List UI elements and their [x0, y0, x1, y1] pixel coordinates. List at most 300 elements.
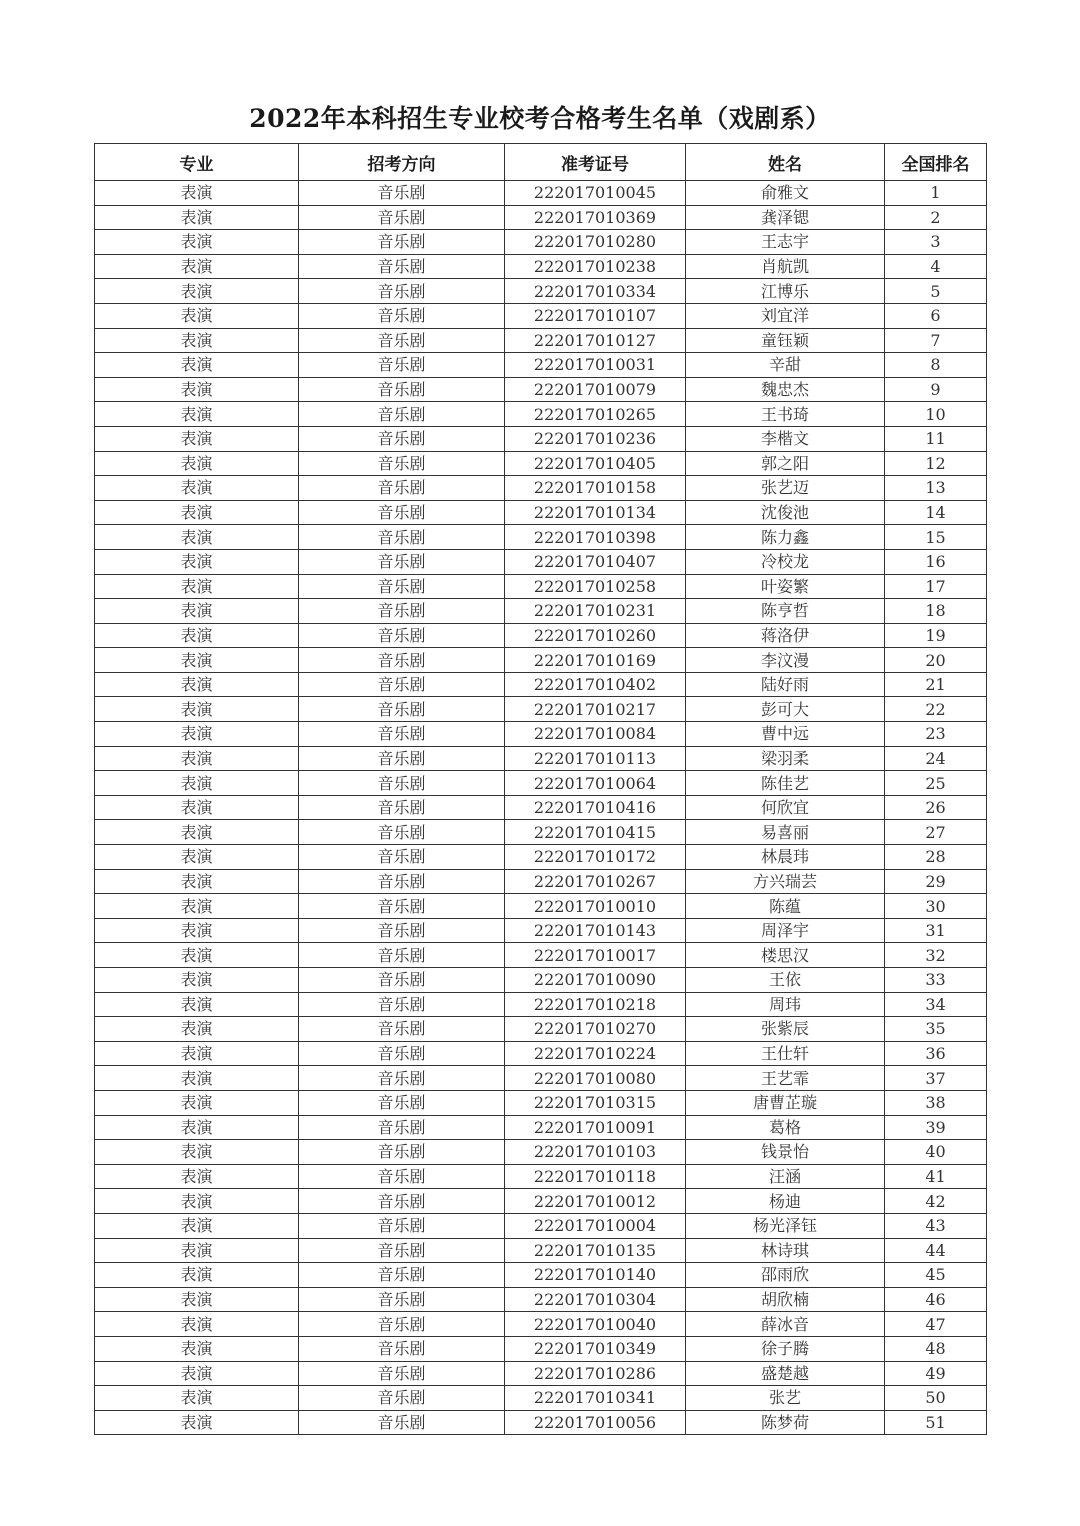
cell-major: 表演 — [95, 894, 299, 919]
cell-rank: 30 — [885, 894, 987, 919]
cell-direction: 音乐剧 — [299, 845, 505, 870]
cell-direction: 音乐剧 — [299, 771, 505, 796]
table-row — [95, 1361, 987, 1386]
cell-direction: 音乐剧 — [299, 722, 505, 747]
cell-rank: 4 — [885, 254, 987, 279]
cell-exam-id: 222017010224 — [505, 1041, 686, 1066]
cell-rank: 41 — [885, 1164, 987, 1189]
cell-name: 易喜丽 — [686, 820, 885, 845]
table-row — [95, 894, 987, 919]
cell-name: 江博乐 — [686, 279, 885, 304]
cell-exam-id: 222017010217 — [505, 697, 686, 722]
cell-rank: 13 — [885, 476, 987, 501]
column-header-major: 专业 — [95, 144, 299, 181]
cell-major: 表演 — [95, 1017, 299, 1042]
cell-major: 表演 — [95, 230, 299, 255]
cell-name: 葛格 — [686, 1115, 885, 1140]
column-header-name: 姓名 — [686, 144, 885, 181]
cell-exam-id: 222017010017 — [505, 943, 686, 968]
cell-name: 辛甜 — [686, 353, 885, 378]
column-header-exam-id: 准考证号 — [505, 144, 686, 181]
cell-direction: 音乐剧 — [299, 279, 505, 304]
cell-major: 表演 — [95, 402, 299, 427]
cell-exam-id: 222017010172 — [505, 845, 686, 870]
table-row — [95, 623, 987, 648]
cell-major: 表演 — [95, 869, 299, 894]
cell-major: 表演 — [95, 451, 299, 476]
table-row — [95, 992, 987, 1017]
page-title: 2022年本科招生专业校考合格考生名单（戏剧系） — [249, 104, 831, 133]
cell-name: 王艺霏 — [686, 1066, 885, 1091]
cell-rank: 27 — [885, 820, 987, 845]
cell-exam-id: 222017010056 — [505, 1410, 686, 1435]
cell-direction: 音乐剧 — [299, 869, 505, 894]
cell-name: 陈亨哲 — [686, 599, 885, 624]
cell-name: 蒋洛伊 — [686, 623, 885, 648]
table-row — [95, 1115, 987, 1140]
cell-direction: 音乐剧 — [299, 1164, 505, 1189]
cell-direction: 音乐剧 — [299, 402, 505, 427]
cell-name: 俞雅文 — [686, 181, 885, 206]
cell-name: 林晨玮 — [686, 845, 885, 870]
cell-name: 钱景怡 — [686, 1140, 885, 1165]
cell-rank: 51 — [885, 1410, 987, 1435]
cell-exam-id: 222017010107 — [505, 303, 686, 328]
cell-major: 表演 — [95, 1189, 299, 1214]
cell-rank: 42 — [885, 1189, 987, 1214]
cell-exam-id: 222017010407 — [505, 549, 686, 574]
cell-major: 表演 — [95, 525, 299, 550]
cell-major: 表演 — [95, 1140, 299, 1165]
cell-major: 表演 — [95, 377, 299, 402]
cell-exam-id: 222017010280 — [505, 230, 686, 255]
table-row — [95, 1189, 987, 1214]
table-row — [95, 205, 987, 230]
cell-exam-id: 222017010267 — [505, 869, 686, 894]
cell-exam-id: 222017010113 — [505, 746, 686, 771]
cell-exam-id: 222017010260 — [505, 623, 686, 648]
table-row — [95, 574, 987, 599]
cell-rank: 26 — [885, 795, 987, 820]
cell-name: 陈蕴 — [686, 894, 885, 919]
cell-direction: 音乐剧 — [299, 1090, 505, 1115]
cell-major: 表演 — [95, 771, 299, 796]
cell-name: 林诗琪 — [686, 1238, 885, 1263]
table-row — [95, 1238, 987, 1263]
cell-name: 徐子腾 — [686, 1336, 885, 1361]
cell-direction: 音乐剧 — [299, 894, 505, 919]
cell-major: 表演 — [95, 746, 299, 771]
cell-rank: 44 — [885, 1238, 987, 1263]
cell-rank: 12 — [885, 451, 987, 476]
cell-rank: 24 — [885, 746, 987, 771]
cell-major: 表演 — [95, 795, 299, 820]
cell-rank: 37 — [885, 1066, 987, 1091]
cell-name: 冷校龙 — [686, 549, 885, 574]
cell-exam-id: 222017010103 — [505, 1140, 686, 1165]
cell-exam-id: 222017010080 — [505, 1066, 686, 1091]
cell-major: 表演 — [95, 599, 299, 624]
cell-major: 表演 — [95, 279, 299, 304]
cell-exam-id: 222017010143 — [505, 918, 686, 943]
cell-major: 表演 — [95, 845, 299, 870]
cell-exam-id: 222017010238 — [505, 254, 686, 279]
table-row — [95, 1213, 987, 1238]
table-row — [95, 918, 987, 943]
cell-exam-id: 222017010415 — [505, 820, 686, 845]
table-row — [95, 500, 987, 525]
cell-rank: 35 — [885, 1017, 987, 1042]
cell-name: 梁羽柔 — [686, 746, 885, 771]
cell-rank: 25 — [885, 771, 987, 796]
cell-rank: 1 — [885, 181, 987, 206]
cell-rank: 49 — [885, 1361, 987, 1386]
cell-exam-id: 222017010265 — [505, 402, 686, 427]
cell-exam-id: 222017010135 — [505, 1238, 686, 1263]
cell-name: 周玮 — [686, 992, 885, 1017]
table-row — [95, 279, 987, 304]
cell-exam-id: 222017010158 — [505, 476, 686, 501]
cell-exam-id: 222017010236 — [505, 426, 686, 451]
table-row — [95, 1336, 987, 1361]
table-row — [95, 476, 987, 501]
cell-exam-id: 222017010010 — [505, 894, 686, 919]
cell-direction: 音乐剧 — [299, 181, 505, 206]
cell-name: 邵雨欣 — [686, 1263, 885, 1288]
cell-rank: 43 — [885, 1213, 987, 1238]
table-row — [95, 648, 987, 673]
cell-name: 陈力鑫 — [686, 525, 885, 550]
cell-direction: 音乐剧 — [299, 1287, 505, 1312]
cell-name: 周泽宇 — [686, 918, 885, 943]
cell-exam-id: 222017010218 — [505, 992, 686, 1017]
cell-name: 王书琦 — [686, 402, 885, 427]
cell-rank: 16 — [885, 549, 987, 574]
cell-direction: 音乐剧 — [299, 574, 505, 599]
cell-name: 肖航凯 — [686, 254, 885, 279]
cell-major: 表演 — [95, 1238, 299, 1263]
table-row — [95, 254, 987, 279]
cell-direction: 音乐剧 — [299, 1263, 505, 1288]
cell-name: 李汶漫 — [686, 648, 885, 673]
cell-major: 表演 — [95, 254, 299, 279]
table-row — [95, 722, 987, 747]
cell-direction: 音乐剧 — [299, 1213, 505, 1238]
cell-exam-id: 222017010091 — [505, 1115, 686, 1140]
cell-direction: 音乐剧 — [299, 1386, 505, 1411]
cell-major: 表演 — [95, 1164, 299, 1189]
cell-exam-id: 222017010084 — [505, 722, 686, 747]
cell-major: 表演 — [95, 918, 299, 943]
cell-exam-id: 222017010304 — [505, 1287, 686, 1312]
cell-rank: 11 — [885, 426, 987, 451]
table-row — [95, 353, 987, 378]
cell-name: 李楷文 — [686, 426, 885, 451]
cell-rank: 14 — [885, 500, 987, 525]
cell-major: 表演 — [95, 820, 299, 845]
cell-name: 陈佳艺 — [686, 771, 885, 796]
cell-exam-id: 222017010012 — [505, 1189, 686, 1214]
cell-rank: 46 — [885, 1287, 987, 1312]
cell-exam-id: 222017010398 — [505, 525, 686, 550]
cell-name: 沈俊池 — [686, 500, 885, 525]
cell-name: 陈梦荷 — [686, 1410, 885, 1435]
table-body — [95, 181, 987, 1435]
cell-major: 表演 — [95, 697, 299, 722]
cell-direction: 音乐剧 — [299, 623, 505, 648]
cell-direction: 音乐剧 — [299, 525, 505, 550]
cell-major: 表演 — [95, 426, 299, 451]
cell-major: 表演 — [95, 500, 299, 525]
cell-name: 叶姿繁 — [686, 574, 885, 599]
table-row — [95, 303, 987, 328]
cell-major: 表演 — [95, 1090, 299, 1115]
cell-exam-id: 222017010402 — [505, 672, 686, 697]
table-row — [95, 795, 987, 820]
cell-direction: 音乐剧 — [299, 500, 505, 525]
cell-major: 表演 — [95, 1213, 299, 1238]
cell-major: 表演 — [95, 1410, 299, 1435]
table-row — [95, 1090, 987, 1115]
cell-exam-id: 222017010341 — [505, 1386, 686, 1411]
cell-direction: 音乐剧 — [299, 205, 505, 230]
cell-name: 张艺迈 — [686, 476, 885, 501]
cell-name: 王仕轩 — [686, 1041, 885, 1066]
table-row — [95, 1263, 987, 1288]
table-row — [95, 771, 987, 796]
cell-name: 何欣宜 — [686, 795, 885, 820]
cell-major: 表演 — [95, 328, 299, 353]
cell-direction: 音乐剧 — [299, 303, 505, 328]
table-row — [95, 1164, 987, 1189]
cell-direction: 音乐剧 — [299, 599, 505, 624]
cell-major: 表演 — [95, 1312, 299, 1337]
cell-name: 王依 — [686, 968, 885, 993]
cell-rank: 33 — [885, 968, 987, 993]
table-row — [95, 845, 987, 870]
cell-major: 表演 — [95, 672, 299, 697]
column-header-rank: 全国排名 — [885, 144, 987, 181]
cell-direction: 音乐剧 — [299, 254, 505, 279]
cell-major: 表演 — [95, 549, 299, 574]
cell-major: 表演 — [95, 1066, 299, 1091]
cell-major: 表演 — [95, 205, 299, 230]
cell-name: 盛楚越 — [686, 1361, 885, 1386]
cell-direction: 音乐剧 — [299, 549, 505, 574]
cell-direction: 音乐剧 — [299, 918, 505, 943]
cell-exam-id: 222017010349 — [505, 1336, 686, 1361]
cell-major: 表演 — [95, 1263, 299, 1288]
cell-name: 刘宜洋 — [686, 303, 885, 328]
cell-rank: 15 — [885, 525, 987, 550]
cell-exam-id: 222017010090 — [505, 968, 686, 993]
cell-rank: 3 — [885, 230, 987, 255]
cell-exam-id: 222017010140 — [505, 1263, 686, 1288]
cell-rank: 28 — [885, 845, 987, 870]
cell-major: 表演 — [95, 968, 299, 993]
cell-name: 杨光泽钰 — [686, 1213, 885, 1238]
cell-major: 表演 — [95, 623, 299, 648]
cell-direction: 音乐剧 — [299, 1115, 505, 1140]
cell-rank: 32 — [885, 943, 987, 968]
table-row — [95, 943, 987, 968]
cell-name: 楼思汉 — [686, 943, 885, 968]
cell-direction: 音乐剧 — [299, 353, 505, 378]
table-row — [95, 426, 987, 451]
cell-direction: 音乐剧 — [299, 1066, 505, 1091]
cell-name: 陆好雨 — [686, 672, 885, 697]
cell-direction: 音乐剧 — [299, 1361, 505, 1386]
cell-name: 彭可大 — [686, 697, 885, 722]
cell-name: 童钰颖 — [686, 328, 885, 353]
cell-direction: 音乐剧 — [299, 648, 505, 673]
table-row — [95, 1017, 987, 1042]
table-row — [95, 525, 987, 550]
cell-direction: 音乐剧 — [299, 1410, 505, 1435]
cell-direction: 音乐剧 — [299, 476, 505, 501]
cell-major: 表演 — [95, 1386, 299, 1411]
cell-exam-id: 222017010040 — [505, 1312, 686, 1337]
cell-major: 表演 — [95, 1361, 299, 1386]
cell-exam-id: 222017010127 — [505, 328, 686, 353]
cell-exam-id: 222017010231 — [505, 599, 686, 624]
cell-name: 龚泽锶 — [686, 205, 885, 230]
cell-major: 表演 — [95, 181, 299, 206]
cell-direction: 音乐剧 — [299, 992, 505, 1017]
cell-name: 张紫辰 — [686, 1017, 885, 1042]
table-header-row — [95, 144, 987, 181]
cell-exam-id: 222017010079 — [505, 377, 686, 402]
cell-rank: 34 — [885, 992, 987, 1017]
cell-direction: 音乐剧 — [299, 1017, 505, 1042]
cell-name: 薛冰音 — [686, 1312, 885, 1337]
cell-name: 魏忠杰 — [686, 377, 885, 402]
cell-major: 表演 — [95, 1287, 299, 1312]
cell-exam-id: 222017010286 — [505, 1361, 686, 1386]
cell-major: 表演 — [95, 648, 299, 673]
cell-exam-id: 222017010031 — [505, 353, 686, 378]
cell-rank: 40 — [885, 1140, 987, 1165]
cell-rank: 23 — [885, 722, 987, 747]
cell-rank: 45 — [885, 1263, 987, 1288]
cell-name: 方兴瑞芸 — [686, 869, 885, 894]
cell-major: 表演 — [95, 722, 299, 747]
table-row — [95, 1140, 987, 1165]
table-row — [95, 697, 987, 722]
table-row — [95, 746, 987, 771]
cell-rank: 10 — [885, 402, 987, 427]
cell-direction: 音乐剧 — [299, 697, 505, 722]
cell-exam-id: 222017010416 — [505, 795, 686, 820]
cell-direction: 音乐剧 — [299, 426, 505, 451]
cell-rank: 31 — [885, 918, 987, 943]
table-row — [95, 181, 987, 206]
table-row — [95, 820, 987, 845]
cell-direction: 音乐剧 — [299, 943, 505, 968]
cell-direction: 音乐剧 — [299, 795, 505, 820]
cell-rank: 9 — [885, 377, 987, 402]
cell-major: 表演 — [95, 1041, 299, 1066]
cell-direction: 音乐剧 — [299, 672, 505, 697]
table-row — [95, 869, 987, 894]
cell-direction: 音乐剧 — [299, 968, 505, 993]
table-row — [95, 230, 987, 255]
table-row — [95, 1312, 987, 1337]
cell-direction: 音乐剧 — [299, 1041, 505, 1066]
table-row — [95, 1041, 987, 1066]
table-row — [95, 599, 987, 624]
table-row — [95, 402, 987, 427]
cell-rank: 29 — [885, 869, 987, 894]
cell-rank: 48 — [885, 1336, 987, 1361]
cell-rank: 36 — [885, 1041, 987, 1066]
cell-major: 表演 — [95, 476, 299, 501]
cell-rank: 6 — [885, 303, 987, 328]
cell-exam-id: 222017010064 — [505, 771, 686, 796]
cell-exam-id: 222017010405 — [505, 451, 686, 476]
cell-major: 表演 — [95, 992, 299, 1017]
cell-rank: 21 — [885, 672, 987, 697]
cell-exam-id: 222017010045 — [505, 181, 686, 206]
cell-direction: 音乐剧 — [299, 377, 505, 402]
table-row — [95, 672, 987, 697]
cell-name: 唐曹芷璇 — [686, 1090, 885, 1115]
cell-direction: 音乐剧 — [299, 451, 505, 476]
cell-name: 张艺 — [686, 1386, 885, 1411]
table-row — [95, 328, 987, 353]
cell-direction: 音乐剧 — [299, 746, 505, 771]
cell-direction: 音乐剧 — [299, 1238, 505, 1263]
cell-name: 汪涵 — [686, 1164, 885, 1189]
cell-name: 杨迪 — [686, 1189, 885, 1214]
cell-major: 表演 — [95, 1336, 299, 1361]
cell-name: 胡欣楠 — [686, 1287, 885, 1312]
table-row — [95, 377, 987, 402]
cell-exam-id: 222017010334 — [505, 279, 686, 304]
cell-rank: 50 — [885, 1386, 987, 1411]
cell-rank: 18 — [885, 599, 987, 624]
cell-exam-id: 222017010169 — [505, 648, 686, 673]
cell-exam-id: 222017010004 — [505, 1213, 686, 1238]
cell-major: 表演 — [95, 943, 299, 968]
table-row — [95, 451, 987, 476]
cell-exam-id: 222017010134 — [505, 500, 686, 525]
cell-rank: 47 — [885, 1312, 987, 1337]
cell-rank: 8 — [885, 353, 987, 378]
cell-rank: 19 — [885, 623, 987, 648]
cell-direction: 音乐剧 — [299, 328, 505, 353]
cell-exam-id: 222017010369 — [505, 205, 686, 230]
cell-exam-id: 222017010258 — [505, 574, 686, 599]
cell-direction: 音乐剧 — [299, 1336, 505, 1361]
column-header-direction: 招考方向 — [299, 144, 505, 181]
cell-major: 表演 — [95, 353, 299, 378]
cell-rank: 5 — [885, 279, 987, 304]
cell-exam-id: 222017010118 — [505, 1164, 686, 1189]
cell-direction: 音乐剧 — [299, 820, 505, 845]
table-row — [95, 1410, 987, 1435]
cell-rank: 39 — [885, 1115, 987, 1140]
cell-rank: 2 — [885, 205, 987, 230]
cell-name: 王志宇 — [686, 230, 885, 255]
cell-rank: 22 — [885, 697, 987, 722]
cell-exam-id: 222017010315 — [505, 1090, 686, 1115]
table-row — [95, 549, 987, 574]
table-row — [95, 1287, 987, 1312]
cell-exam-id: 222017010270 — [505, 1017, 686, 1042]
cell-rank: 38 — [885, 1090, 987, 1115]
cell-direction: 音乐剧 — [299, 1312, 505, 1337]
